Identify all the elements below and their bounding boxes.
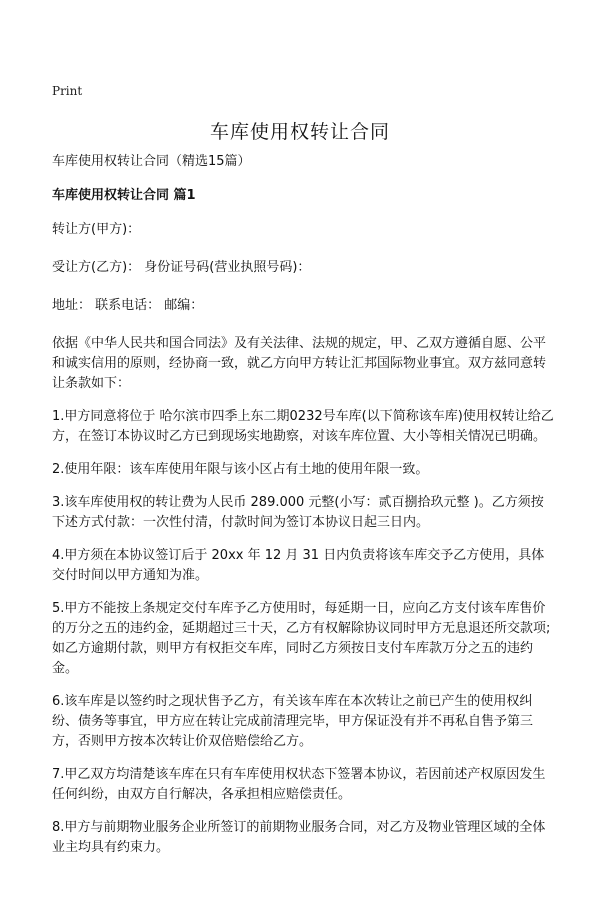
- clause-4: 4.甲方须在本协议签订后于 20xx 年 12 月 31 日内负责将该车库交予乙方使用，具体交付时间以甲方通知为准。: [52, 548, 545, 583]
- clause-8: 8.甲方与前期物业服务企业所签订的前期物业服务合同，对乙方及物业管理区域的全体业主均具有约束力。: [52, 820, 546, 855]
- intro-paragraph: 依据《中华人民共和国合同法》及有关法律、法规的规定，甲、乙双方遵循自愿、公平和诚实信用的原则，经协商一致，就乙方向甲方转让汇邦国际物业事宜。双方兹同意转让条款如下：: [52, 336, 547, 391]
- transferee-field: 受让方(乙方)： 身份证号码(营业执照号码)：: [52, 260, 311, 275]
- document-title: 车库使用权转让合同: [209, 121, 390, 143]
- transferor-field: 转让方(甲方)：: [52, 222, 141, 237]
- clause-6: 6.该车库是以签约时之现状售予乙方，有关该车库在本次转让之前已产生的使用权纠纷、债务等事宜，甲方应在转让完成前清理完毕，甲方保证没有并不再私自售予第三方，否则甲方按本次转让价双倍赔偿给乙方。: [52, 694, 534, 749]
- clause-3: 3.该车库使用权的转让费为人民币 289.000 元整(小写：贰百捌拾玖元整 )。乙方须按下述方式付款：一次性付清，付款时间为签订本协议日起三日内。: [52, 495, 544, 530]
- section-heading: 车库使用权转让合同 篇1: [52, 188, 196, 203]
- print-label: Print: [52, 84, 83, 98]
- clause-5: 5.甲方不能按上条规定交付车库予乙方使用时，每延期一日，应向乙方支付该车库售价的万分之五的违约金，延期超过三十天，乙方有权解除协议同时甲方无息退还所交款项;如乙方逾期付款，则甲方有权拒交车库，同时乙方须按日支付车库款万分之五的违约金。: [52, 601, 551, 676]
- document-subtitle: 车库使用权转让合同（精选15篇）: [52, 154, 251, 169]
- clause-2: 2.使用年限：该车库使用年限与该小区占有土地的使用年限一致。: [52, 462, 429, 477]
- address-field: 地址： 联系电话： 邮编：: [52, 298, 204, 313]
- clause-7: 7.甲乙双方均清楚该车库在只有车库使用权状态下签署本协议，若因前述产权原因发生任何纠纷，由双方自行解决，各承担相应赔偿责任。: [52, 767, 546, 802]
- document-body: [52, 152, 554, 871]
- clause-1: 1.甲方同意将位于 哈尔滨市四季上东二期0232号车库(以下简称该车库)使用权转让给乙方，在签订本协议时乙方已到现场实地勘察，对该车库位置、大小等相关情况已明确。: [52, 409, 554, 444]
